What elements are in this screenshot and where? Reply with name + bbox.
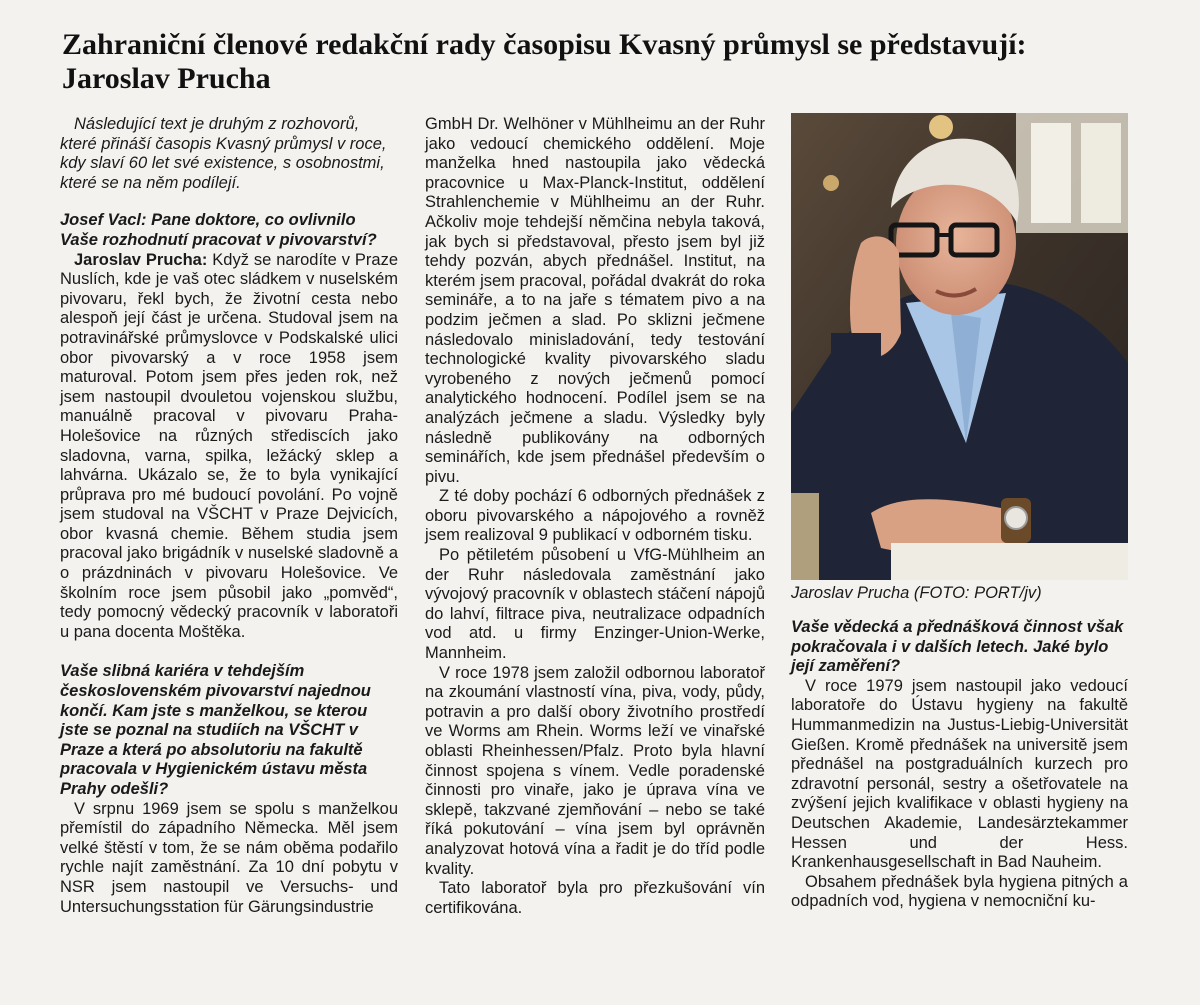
question-3: Vaše vědecká a přednášková činnost však pokračovala i v dalších letech. Jaké bylo její zaměření? <box>791 618 1124 676</box>
question-1: Josef Vacl: Pane doktore, co ovlivnilo Vaše rozhodnutí pracovat v pivovarství? <box>60 211 377 249</box>
speaker-name: Jaroslav Prucha: <box>74 250 208 269</box>
intro-paragraph: Následující text je druhým z rozhovorů, které přináší časopis Kvasný průmysl v roce, kdy slaví 60 let své existence, s osobnostmi, které se na něm podílejí. <box>60 115 387 192</box>
photo-caption: Jaroslav Prucha (FOTO: PORT/jv) <box>791 584 1042 602</box>
title-line-2: Jaroslav Prucha <box>62 62 271 95</box>
answer-2-paragraph-3: Po pětiletém působení u VfG-Mühlheim an der Ruhr následovala zaměstnání jako vývojový pracovník v oblastech stáčení nápojů do lahví, filtrace piva, neutralizace odpadních vod atd. u firmy Enzinger-Union-Werke, Mannheim. <box>425 546 765 663</box>
portrait-illustration <box>791 113 1128 580</box>
text-column-2 <box>425 115 765 918</box>
answer-2-paragraph-5: Tato laboratoř byla pro přezkušování vín certifikována. <box>425 879 765 917</box>
answer-1-text: Když se narodíte v Praze Nuslích, kde je vaš otec sládkem v nuselském pivovaru, řekl bych, že životní cesta nebo alespoň její část je určena. Studoval jsem na potravinářské průmyslovce v Podskalské ulici obor pivovarský a v roce 1958 jsem maturoval. Potom jsem přes jeden rok, než jsem nastoupil dvouletou vojenskou službu, manuálně pracoval v pivovaru Praha-Holešovice na různých střediscích jako sladovna, varna, spilka, ležácký sklep a lahvárna. Ukázalo se, že to byla vynikající průprava pro mé budoucí povolání. Po vojně jsem studoval na VŠCHT v Praze Dejvicích, obor kvasná chemie. Během studia jsem pracoval jako brigádník v nuselské sladovně a o prázdninách v pivovaru Holešovice. Ve školním roce jsem působil jako „pomvěd“, tedy pomocný vědecký pracovník v laboratoři u pana docenta Moštěka. <box>60 250 399 641</box>
answer-1 <box>60 251 398 643</box>
title-line-1: Zahraniční členové redakční rady časopisu Kvasný průmysl se představují: <box>62 28 1027 61</box>
article-title <box>62 28 1162 96</box>
text-column-1 <box>60 115 398 917</box>
answer-2-paragraph-1-cont: GmbH Dr. Welhöner v Mühlheimu an der Ruhr jako vedoucí chemického oddělení. Moje manželka hned nastoupila jako vědecká pracovnice u Max-Planck-Institut, oddělení Strahlenchemie v Mühlheimu an der Ruhr. Ačkoliv moje tehdejší němčina nebyla taková, jak bych si představoval, přesto jsem byl již tehdy pozván, abych přednášel. Institut, na kterém jsem pracoval, pořádal dvakrát do roka semináře, a to na jaře s tématem pivo a na podzim ječmen a slad. Po sklizni ječmene následovalo minisladování, tedy testování technologické kvality pivovarského sladu vyrobeného z nových ječmenů pomocí analytického hodnocení. Podílel jsem se na analýzách ječmene a sladu. Výsledky byly následně publikovány na odborných seminářích, kde jsem přednášel především o pivu. <box>425 115 765 486</box>
question-2: Vaše slibná kariéra v tehdejším československém pivovarství najednou končí. Kam jste s manželkou, se kterou jste se poznal na studiích na VŠCHT v Praze a která po absolutoriu na fakultě pracovala v Hygienickém ústavu města Prahy odešli? <box>60 662 371 798</box>
portrait-photo <box>791 113 1128 580</box>
answer-2-paragraph-4: V roce 1978 jsem založil odbornou laboratoř na zkoumání vlastností vína, piva, vody, půdy, potravin a pro další obory životního prostředí ve Worms am Rhein. Worms leží ve vinařské oblasti Rheinhessen/Pfalz. Proto byla hlavní činnost spojena s vínem. Vedle poradenské činnosti pro vinaře, jako je úprava vína ve sklepě, takzvané zjemňování – nebo se také říká pokutování – vína jsem byl oprávněn analyzovat hotová vína a řadit je do tříd podle kvality. <box>425 663 765 878</box>
answer-2-paragraph-2: Z té doby pochází 6 odborných přednášek z oboru pivovarského a nápojového a rovněž jsem realizoval 9 publikací v odborném tisku. <box>425 487 765 545</box>
text-column-3 <box>791 618 1128 912</box>
answer-2-paragraph-1: V srpnu 1969 jsem se spolu s manželkou přemístil do západního Německa. Měl jsem velké štěstí v tom, že se nám oběma podařilo rychle najít zaměstnání. Za 10 dní pobytu v NSR jsem nastoupil ve Versuchs- und Untersuchungsstation für Gärungsindustrie <box>60 799 398 916</box>
answer-3-paragraph-1: V roce 1979 jsem nastoupil jako vedoucí laboratoře do Ústavu hygieny na fakultě Hummanmedizin na Justus-Liebig-Universität Gießen. Kromě přednášek na universitě jsem přednášel na postgraduálních kurzech pro zdravotní personál, sestry a ošetřovatele na zvýšení jejich kvalifikace v oblasti hygieny na Deutschen Akademie, Landesärztekammer Hessen und der Hess. Krankenhausgesellschaft in Bad Nauheim. <box>791 676 1128 872</box>
answer-3-paragraph-2: Obsahem přednášek byla hygiena pitných a odpadních vod, hygiena v nemocniční ku- <box>791 872 1128 911</box>
